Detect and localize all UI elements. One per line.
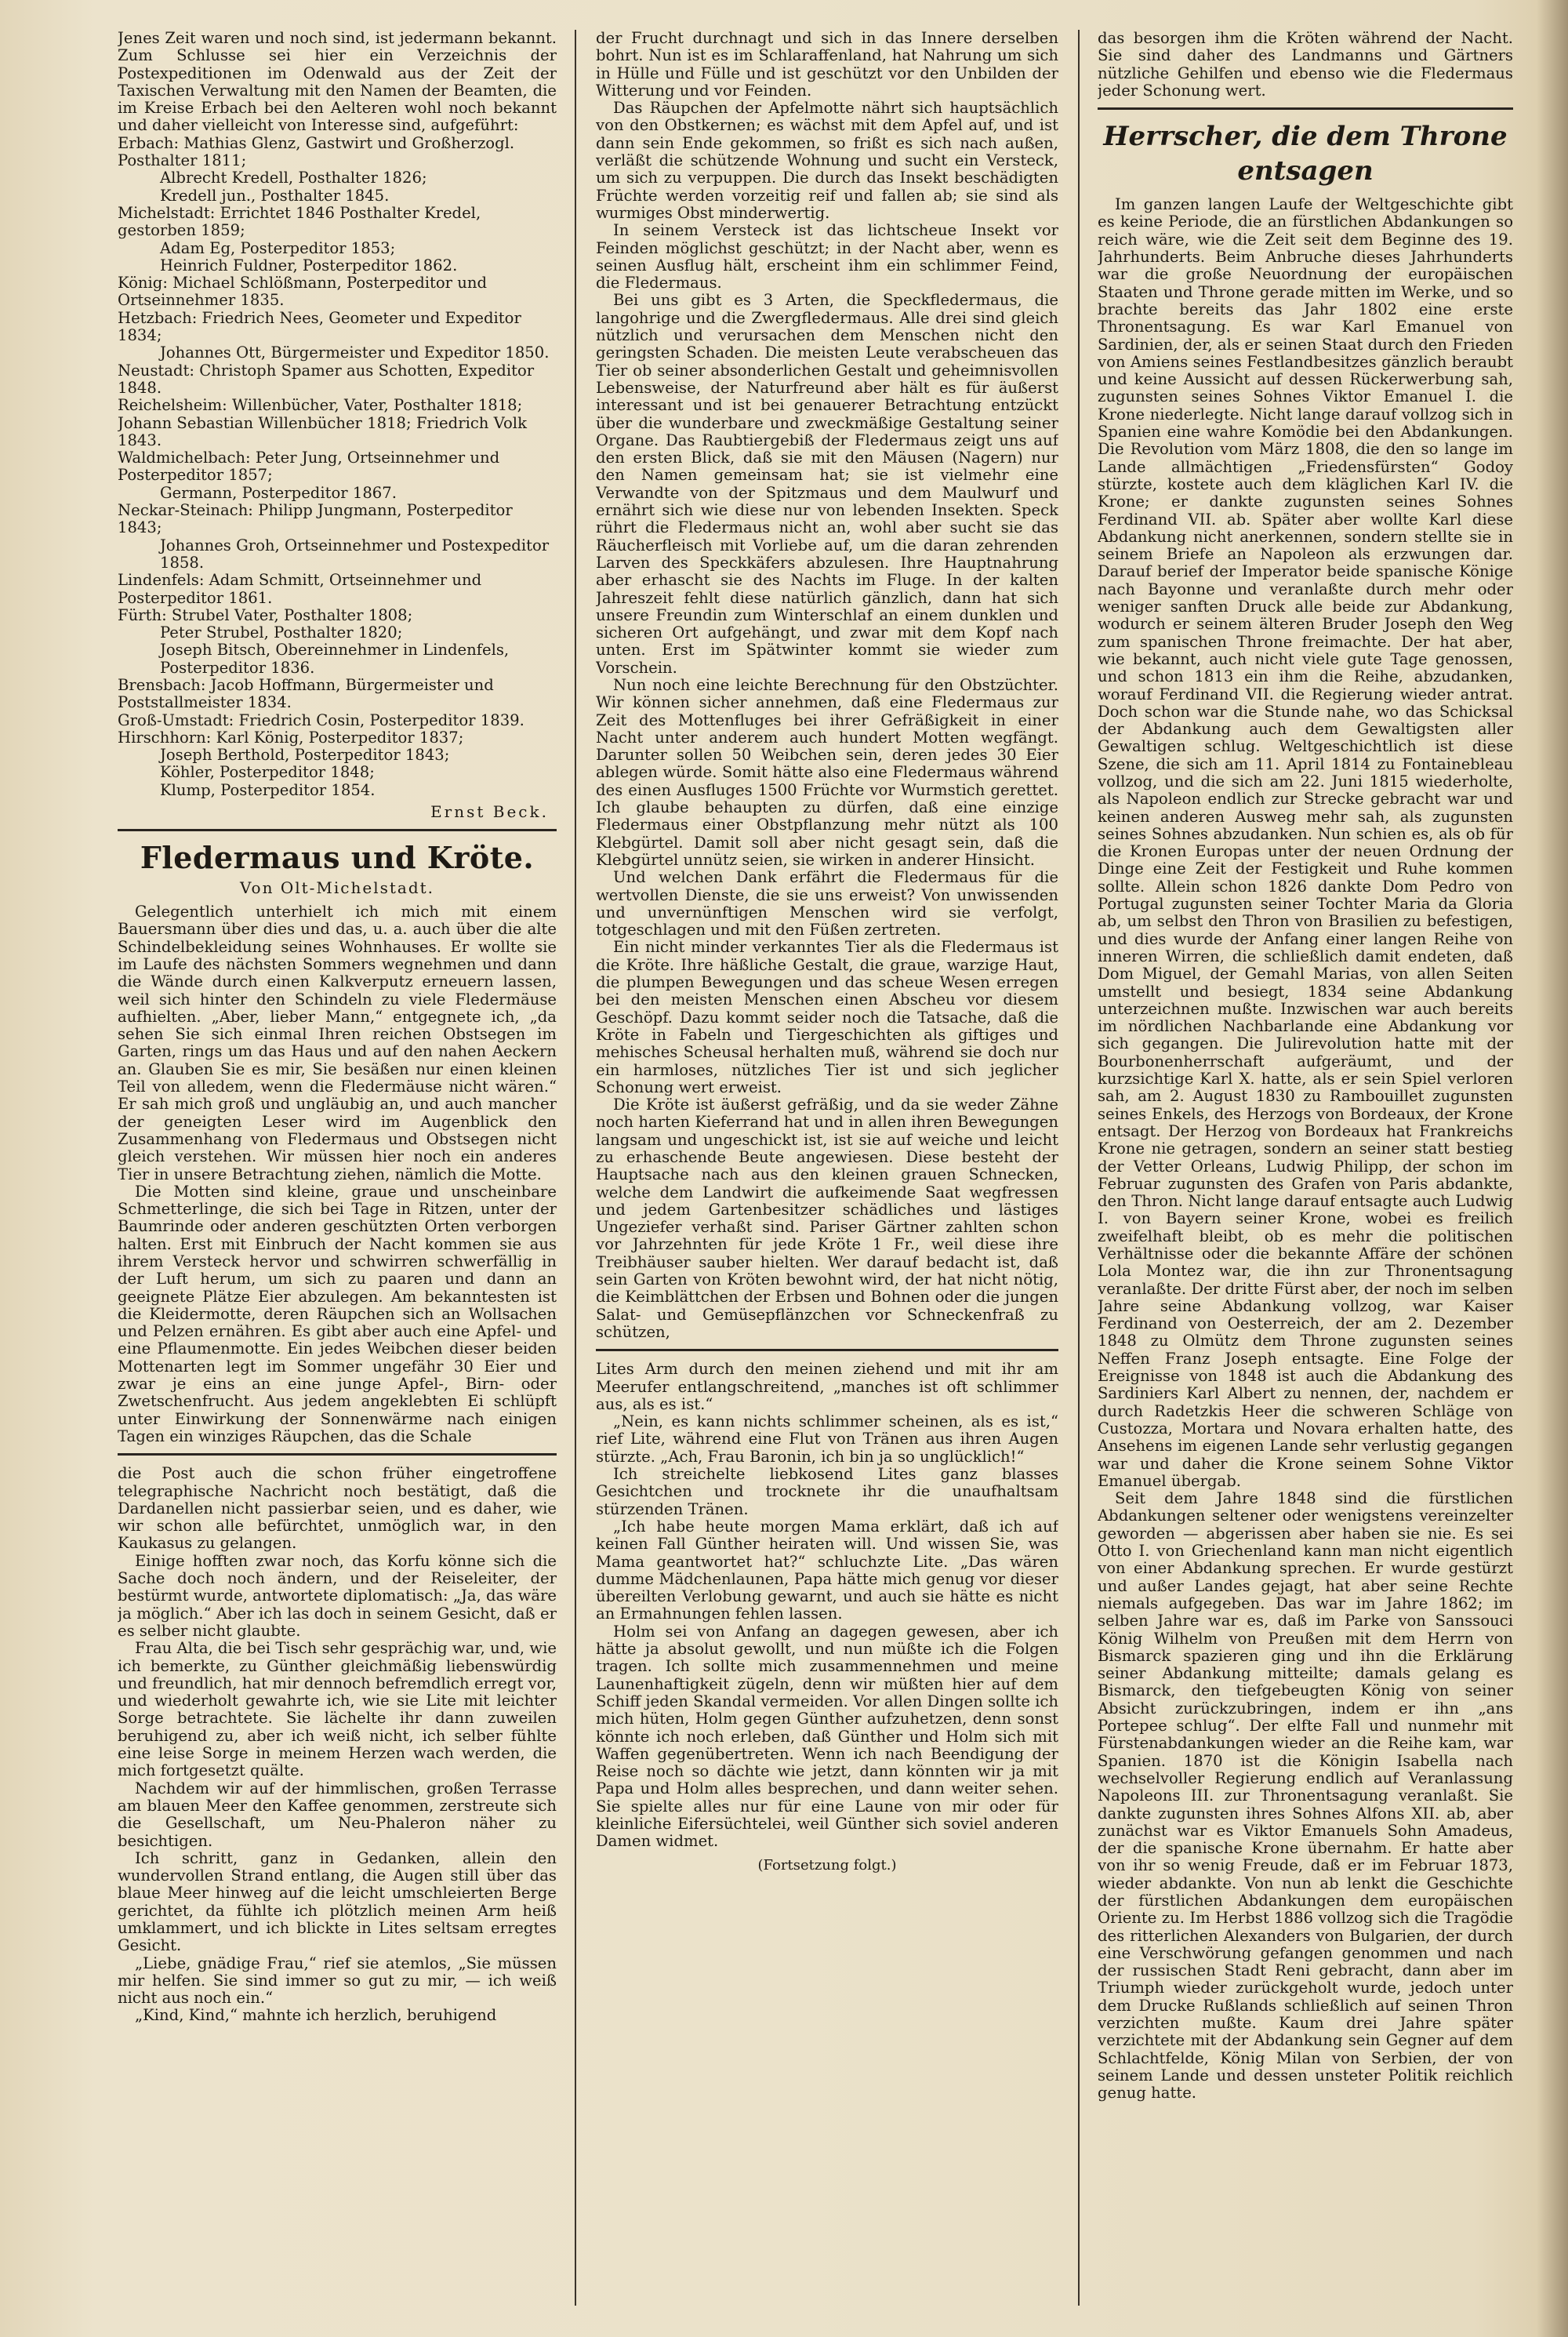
register-entry: Waldmichelbach: Peter Jung, Ortseinnehmer und Posterpeditor 1857; xyxy=(118,449,500,485)
column-3 xyxy=(1098,30,1513,2313)
author-signature: Ernst Beck. xyxy=(430,802,549,822)
serial-paragraph: die Post auch die schon früher eingetroffene telegraphische Nachricht noch bestätigt, daß die Dardanellen nicht passierbar seien, und es daher, wie wir schon alle befürchtet, unmöglich war, in den Kaukasus zu gelangen. xyxy=(118,1464,557,1553)
register-entry: König: Michael Schlößmann, Posterpeditor und Ortseinnehmer 1835. xyxy=(118,274,488,310)
serial-paragraph: Ich streichelte liebkosend Lites ganz blasses Gesichtchen und trocknete ihr die unaufhaltsam stürzenden Tränen. xyxy=(596,1465,1058,1518)
register-entry: Hetzbach: Friedrich Nees, Geometer und Expeditor 1834; xyxy=(118,308,521,345)
register-entry: Klump, Posterpeditor 1854. xyxy=(160,780,376,799)
column-2 xyxy=(596,30,1058,2313)
register-entry: Neustadt: Christoph Spamer aus Schotten, Expeditor 1848. xyxy=(118,361,535,397)
intro-paragraph: Jenes Zeit waren und noch sind, ist jedermann bekannt. Zum Schlusse sei hier ein Verzeichnis der Postexpeditionen im Odenwald aus der Zeit der Taxischen Verwaltung mit den Namen der Beamten, die im Kreise Erbach bei den Aelteren wohl noch bekannt und daher vielleicht von Interesse sind, aufgeführt: xyxy=(118,30,557,135)
article-paragraph: In seinem Versteck ist das lichtscheue Insekt vor Feinden möglichst geschützt; in der Nacht aber, wenn es seinen Ausflug hält, erscheint ihm ein schlimmer Feind, die Fledermaus. xyxy=(596,221,1058,293)
article-paragraph: Gelegentlich unterhielt ich mich mit einem Bauersmann über dies und das, u. a. auch über die alte Schindelbekleidung seines Wohnhauses. Er wollte sie im Laufe des nächsten Sommers wegnehmen und dann die Wände durch einen Kalkverputz erneuern lassen, weil sich hinter den Schindeln zu viele Fledermäuse aufhielten. „Aber, lieber Mann,“ entgegnete ich, „da sehen Sie sich einmal Ihren reichen Obstsegen im Garten, rings um das Haus und auf den nahen Aeckern an. Glauben Sie es mir, Sie besäßen nur einen kleinen Teil von alledem, wenn die Fledermäuse nicht wären.“ Er sah mich groß und ungläubig an, und auch mancher der geneigten Leser wird im Augenblick den Zusammenhang von Fledermaus und Obstsegen nicht gleich verstehen. Wir müssen hier noch ein anderes Tier in unsere Betrachtung ziehen, nämlich die Motte. xyxy=(118,903,557,1183)
article-paragraph: Die Motten sind kleine, graue und unscheinbare Schmetterlinge, die sich bei Tage in Ritzen, unter der Baumrinde oder anderen geschützten Orten verborgen halten. Erst mit Einbruch der Nacht kommen sie aus ihrem Versteck hervor und schwirren schwerfällig in der Luft herum, um sich zu paaren und dann an geeignete Plätze Eier abzulegen. Am bekanntesten ist die Kleidermotte, deren Räupchen sich an Wollsachen und Pelzen ernähren. Es gibt aber auch eine Apfel- und eine Pflaumenmotte. Ein jedes Weibchen dieser beiden Mottenarten legt im Sommer ungefähr 30 Eier und zwar je eins an eine junge Apfel-, Birn- oder Zwetschenfrucht. Aus jedem angeklebten Ei schlüpft unter Einwirkung der Sonnenwärme nach einigen Tagen ein winziges Räupchen, das die Schale xyxy=(118,1182,557,1445)
register-entry: Joseph Berthold, Posterpeditor 1843; xyxy=(160,746,450,765)
article-paragraph: Das Räupchen der Apfelmotte nährt sich hauptsächlich von den Obstkernen; es wächst mit dem Apfel auf, und ist dann sein Ende gekommen, so frißt es sich nach außen, verläßt die schützende Wohnung und sucht ein Versteck, um sich zu verpuppen. Die durch das Insekt beschädigten Früchte werden vorzeitig reif und fallen ab; sie sind als wurmiges Obst minderwertig. xyxy=(596,99,1058,222)
register-entry: Peter Strubel, Posthalter 1820; xyxy=(160,623,403,642)
serial-paragraph: Lites Arm durch den meinen ziehend und mit ihr am Meerufer entlangschreitend, „manches ist oft schlimmer aus, als es ist.“ xyxy=(596,1360,1058,1413)
register-entry: Albrecht Kredell, Posthalter 1826; xyxy=(160,169,427,187)
register-entry: Germann, Posterpeditor 1867. xyxy=(160,483,397,502)
register-entry: Erbach: Mathias Glenz, Gastwirt und Großherzogl. Posthalter 1811; xyxy=(118,133,515,170)
page-edge-shadow xyxy=(1537,0,1568,2337)
register-entry: Kredell jun., Posthalter 1845. xyxy=(160,186,390,205)
article-paragraph: der Frucht durchnagt und sich in das Innere derselben bohrt. Nun ist es im Schlaraffenland, hat Nahrung um sich in Hülle und Fülle und ist geschützt vor den Unbilden der Witterung und vor Feinden. xyxy=(596,30,1058,100)
register-entry: Adam Eg, Posterpeditor 1853; xyxy=(160,238,396,257)
serial-paragraph: „Kind, Kind,“ mahnte ich herzlich, beruhigend xyxy=(135,2006,497,2025)
serial-paragraph: „Liebe, gnädige Frau,“ rief sie atemlos, „Sie müssen mir helfen. Sie sind immer so gut zu mir, — ich weiß nicht aus noch ein.“ xyxy=(118,1954,557,2008)
article-paragraph: das besorgen ihm die Kröten während der Nacht. Sie sind daher des Landmanns und Gärtners nützliche Gehilfen und ebenso wie die Fledermaus jeder Schonung wert. xyxy=(1098,30,1513,100)
article-paragraph: Im ganzen langen Laufe der Weltgeschichte gibt es keine Periode, die an fürstlichen Abdankungen so reich wäre, wie die Zeit seit dem Beginne des 19. Jahrhunderts. Beim Anbruche dieses Jahrhunderts war die große Neuordnung der europäischen Staaten und Throne gerade mitten im Werke, und so brachte bereits das Jahr 1802 eine erste Thronentsagung. Es war Karl Emanuel von Sardinien, der, als er seinen Staat durch den Frieden von Amiens seines Festlandbesitzes gänzlich beraubt und keine Aussicht auf dessen Rückerwerbung sah, zugunsten seines Sohnes Viktor Emanuel I. die Krone niederlegte. Nicht lange darauf vollzog sich in Spanien eine wahre Komödie bei den Abdankungen. Die Revolution vom März 1808, die den so lange im Lande allmächtigen „Friedensfürsten“ Godoy stürzte, kostete auch dem kläglichen Karl IV. die Krone; er dankte zugunsten seines Sohnes Ferdinand VII. ab. Später aber wollte Karl diese Abdankung nicht anerkennen, sondern stellte sie in seinem Briefe an Napoleon als erzwungen dar. Darauf berief der Imperator beide spanische Könige nach Bayonne und veranlaßte durch mehr oder weniger sanften Druck alle beide zur Abdankung, wodurch er seinem älteren Bruder Joseph den Weg zum spanischen Throne freimachte. Der hat aber, wie bekannt, auch nicht viele gute Tage genossen, und schon 1813 ein ihm die Reihe, abzudanken, worauf Ferdinand VII. die Regierung wieder antrat. Doch schon war die Stunde nahe, wo das Schicksal der Abdankung auch dem Gewaltigsten aller Gewaltigen schlug. Weltgeschichtlich ist diese Szene, die sich am 11. April 1814 zu Fontainebleau vollzog, und die sich am 22. Juni 1815 wiederholte, als Napoleon endlich zur Strecke gebracht war und keinen anderen Ausweg mehr sah, als zugunsten seines Sohnes abzudanken. Nun schien es, als ob für die Kronen Europas unter der neuen Ordnung der Dinge eine Zeit der Festigkeit und Ruhe kommen sollte. Allein schon 1826 dankte Dom Pedro von Portugal zugunsten seiner Tochter Maria da Gloria ab, um selbst den Thron von Brasilien zu befestigen, und dies wurde der Anfang einer langen Reihe von inneren Wirren, die schließlich damit endeten, daß Dom Miguel, der Gemahl Marias, von allen Seiten umstellt und besiegt, 1834 seine Abdankung unterzeichnen mußte. Inzwischen war auch bereits im nördlichen Nachbarlande eine Abdankung vor sich gegangen. Die Julirevolution hatte mit der Bourbonenherrschaft aufgeräumt, und der kurzsichtige Karl X. hatte, als er sein Spiel verloren sah, am 2. August 1830 zu Rambouillet zugunsten seines Enkels, des Herzogs von Bordeaux, der Krone entsagt. Der Herzog von Bordeaux hat Frankreichs Krone nie getragen, sondern an seiner statt bestieg der Vetter Orleans, Ludwig Philipp, der schon im Februar zugunsten des Grafen von Paris abdankte, den Thron. Nicht lange darauf entsagte auch Ludwig I. von Bayern seiner Krone, wobei es freilich zweifelhaft bleibt, ob es mehr die politischen Verhältnisse oder die bekannte Affäre der schönen Lola Montez war, die ihn zur Thronentsagung veranlaßte. Der dritte Fürst aber, der noch im selben Jahre seine Abdankung vollzog, war Kaiser Ferdinand von Oesterreich, der am 2. Dezember 1848 zu Olmütz dem Throne zugunsten seines Neffen Franz Joseph entsagte. Eine Folge der Ereignisse von 1848 ist auch die Abdankung des Sardiniers Karl Albert zu nennen, der, nachdem er durch Radetzkis Heer die schweren Schläge von Custozza, Mortara und Novara erhalten hatte, des Ansehens im eigenen Lande sehr verlustig gegangen war und daher die Krone seinem Sohne Viktor Emanuel übergab. xyxy=(1098,195,1513,1490)
article-paragraph: Seit dem Jahre 1848 sind die fürstlichen Abdankungen seltener oder wenigstens vereinzelter geworden — abgerissen aber haben sie nie. Es sei Otto I. von Griechenland kann man nicht eigentlich von einer Abdankung sprechen. Er wurde gestürzt und außer Landes gejagt, hat aber seine Rechte niemals aufgegeben. Das war im Jahre 1862; im selben Jahre war es, daß im Parke von Sanssouci König Wilhelm von Preußen mit dem Herrn von Bismarck spazieren ging und ihn die Erklärung seiner Abdankung mitteilte; damals gelang es Bismarck, den tiefgebeugten König von seiner Absicht zurückzubringen, indem er ihn „ans Portepee schlug“. Der elfte Fall und nunmehr mit Fürstenabdankungen wieder an die Reihe kam, war Spanien. 1870 ist die Königin Isabella nach wechselvoller Regierung endlich auf Veranlassung Napoleons III. zur Thronentsagung veranlaßt. Sie dankte zugunsten ihres Sohnes Alfons XII. ab, aber zunächst war es Viktor Emanuels Sohn Amadeus, der die spanische Krone übernahm. Er hatte aber von ihr so wenig Freude, daß er im Februar 1873, wieder abdankte. Von nun ab lenkt die Geschichte der fürstlichen Abdankungen dem europäischen Oriente zu. Im Herbst 1886 vollzog sich die Tragödie des ritterlichen Alexanders von Bulgarien, der durch eine Verschwörung gefangen genommen und nach der russischen Stadt Reni gebracht, dann aber im Triumph wieder zurückgeholt wurde, jedoch unter dem Drucke Rußlands schließlich auf seinen Thron verzichten mußte. Kaum drei Jahre später verzichtete mit der Abdankung sein Gegner auf dem Schlachtfelde, König Milan von Serbien, der von seinem Lande und dessen unsteter Politik reichlich genug hatte. xyxy=(1098,1489,1513,2103)
continued-note: (Fortsetzung folgt.) xyxy=(757,1856,897,1874)
column-1 xyxy=(118,30,557,2313)
register-entry: Michelstadt: Errichtet 1846 Posthalter Kredel, gestorben 1859; xyxy=(118,203,481,240)
article-paragraph: Und welchen Dank erfährt die Fledermaus für die wertvollen Dienste, die sie uns erweist? Von unwissenden und unvernünftigen Menschen wird sie verfolgt, totgeschlagen und mit den Füßen zertreten. xyxy=(596,868,1058,940)
article-title: Fledermaus und Kröte. xyxy=(140,840,535,876)
register-entry: Johannes Ott, Bürgermeister und Expeditor 1850. xyxy=(160,343,550,362)
article-paragraph: Nun noch eine leichte Berechnung für den Obstzüchter. Wir können sicher annehmen, daß eine Fledermaus zur Zeit des Mottenfluges bei ihrer Gefräßigkeit in einer Nacht unter anderem auch hundert Motten wegfängt. Darunter sollen 50 Weibchen sein, deren jedes 30 Eier ablegen würde. Somit hätte also eine Fledermaus während des einen Ausfluges 1500 Früchte vor Wurmstich gerettet. Ich glaube behaupten zu dürfen, daß eine einzige Fledermaus einer Obstpflanzung mehr nützt als 100 Klebgürtel. Damit soll aber nicht gesagt sein, daß die Klebgürtel unnütz seien, sie wirken in anderer Hinsicht. xyxy=(596,675,1058,869)
register-entry: Lindenfels: Adam Schmitt, Ortseinnehmer und Posterpeditor 1861. xyxy=(118,571,482,607)
serial-paragraph: Nachdem wir auf der himmlischen, großen Terrasse am blauen Meer den Kaffee genommen, zerstreute sich die Gesellschaft, um Neu-Phaleron näher zu besichtigen. xyxy=(118,1779,557,1850)
article-paragraph: Bei uns gibt es 3 Arten, die Speckfledermaus, die langohrige und die Zwergfledermaus. Alle drei sind gleich nützlich und verursachen dem Menschen nicht den geringsten Schaden. Die meisten Leute verabscheuen das Tier ob seiner absonderlichen Gestalt und geheimnisvollen Lebensweise, der Naturfreund aber hält es für äußerst interessant und ist bei genauerer Betrachtung entzückt über die wunderbare und zweckmäßige Gestaltung seiner Organe. Das Raubtiergebiß der Fledermaus zeigt uns auf den ersten Blick, daß sie mit den Mäusen (Nagern) nur den Namen gemeinsam hat; sie ist vielmehr eine Verwandte von der Spitzmaus und dem Maulwurf und ernährt sich wie diese nur von lebenden Insekten. Speck rührt die Fledermaus nicht an, wohl aber sucht sie das Räucherfleisch mit Vorliebe auf, um die daran zehrenden Larven des Speckkäfers abzulesen. Ihre Hauptnahrung aber erhascht sie des Nachts im Fluge. In der kalten Jahreszeit fehlt diese natürlich gänzlich, dann hat sich unsere Freundin zum Winterschlaf an einem dunklen und sicheren Ort aufgehängt, und zwar mit dem Kopf nach unten. Erst im Spätwinter kommt sie wieder zum Vorschein. xyxy=(596,291,1058,677)
serial-paragraph: Einige hofften zwar noch, das Korfu könne sich die Sache doch noch ändern, und der Reiseleiter, der bestürmt wurde, antwortete diplomatisch: „Ja, das wäre ja möglich.“ Aber ich las doch in seinem Gesicht, daß er es selber nicht glaubte. xyxy=(118,1551,557,1640)
register-entry: Neckar-Steinach: Philipp Jungmann, Posterpeditor 1843; xyxy=(118,501,513,537)
register-entry: Joseph Bitsch, Obereinnehmer in Lindenfels, Posterpeditor 1836. xyxy=(160,641,510,677)
register-entry: Reichelsheim: Willenbücher, Vater, Posthalter 1818; Johann Sebastian Willenbücher 1818; Friedrich Volk 1843. xyxy=(118,396,527,449)
serial-paragraph: Ich schritt, ganz in Gedanken, allein den wundervollen Strand entlang, die Augen still über das blaue Meer hinweg auf die leicht umschleierten Berge gerichtet, da fühlte ich plötzlich meinen Arm heiß umklammert, und ich blickte in Lites seltsam erregtes Gesicht. xyxy=(118,1848,557,1955)
section-rule xyxy=(596,1349,1058,1351)
serial-paragraph: Frau Alta, die bei Tisch sehr gesprächig war, und, wie ich bemerkte, zu Günther gleichmäßig liebenswürdig und freundlich, hat mir dennoch befremdlich erregt vor, und wiederholt gewahrte ich, wie sie Lite mit leichter Sorge betrachtete. Sie lächelte ihr dann zuweilen beruhigend zu, aber ich weiß nicht, ich selber fühlte eine leise Sorge in meinem Herzen wach werden, die mich fortgesetzt quälte. xyxy=(118,1639,557,1780)
article-title: Herrscher, die dem Throne entsagen xyxy=(1103,121,1508,187)
register-entry: Brensbach: Jacob Hoffmann, Bürgermeister und Poststallmeister 1834. xyxy=(118,675,494,712)
register-entry: Heinrich Fuldner, Posterpeditor 1862. xyxy=(160,256,458,274)
section-rule xyxy=(1098,107,1513,110)
column-rule xyxy=(1078,30,1080,2306)
register-entry: Hirschhorn: Karl König, Posterpeditor 1837; xyxy=(118,728,464,747)
article-paragraph: Ein nicht minder verkanntes Tier als die Fledermaus ist die Kröte. Ihre häßliche Gestalt, die graue, warzige Haut, die plumpen Bewegungen und das scheue Wesen erregen bei den meisten Menschen einen Abscheu vor diesem Geschöpf. Dazu kommt seider noch die Tatsache, daß die Kröte in Fabeln und Tiergeschichten als giftiges und mehisches Scheusal herhalten muß, während sie doch nur ein harmloses, nützliches Tier ist und sich jeglicher Schonung wert erweist. xyxy=(596,938,1058,1096)
serial-paragraph: „Nein, es kann nichts schlimmer scheinen, als es ist,“ rief Lite, während eine Flut von Tränen aus ihren Augen stürzte. „Ach, Frau Baronin, ich bin ja so unglücklich!“ xyxy=(596,1412,1058,1466)
register-entry: Johannes Groh, Ortseinnehmer und Postexpeditor 1858. xyxy=(160,536,550,572)
serial-paragraph: „Ich habe heute morgen Mama erklärt, daß ich auf keinen Fall Günther heiraten will. Und wissen Sie, was Mama geantwortet hat?“ schluchzte Lite. „Das wären dumme Mädchenlaunen, Papa hätte mich genug vor dieser übereilten Verlobung gewarnt, und auch sie hätte es nicht an Ermahnungen fehlen lassen. xyxy=(596,1517,1058,1623)
serial-paragraph: Holm sei von Anfang an dagegen gewesen, aber ich hätte ja absolut gewollt, und nun müßte ich die Folgen tragen. Ich sollte mich zusammennehmen und meine Launenhaftigkeit zügeln, denn wir müßten hier auf dem Schiff jeden Skandal vermeiden. Vor allen Dingen sollte ich mich hüten, Holm gegen Günther aufzuhetzen, denn sonst könnte ich noch erleben, daß Günther und Holm sich mit Waffen gegenübertreten. Wenn ich nach Beendigung der Reise noch so dächte wie jetzt, dann könnten wir ja mit Papa und Holm alles besprechen, und dann weiter sehen. Sie spielte alles nur für eine Laune von mir oder für kleinliche Eifersüchtelei, weil Günther sich soviel anderen Damen widmet. xyxy=(596,1622,1058,1851)
register-entry: Groß-Umstadt: Friedrich Cosin, Posterpeditor 1839. xyxy=(118,711,524,729)
column-rule xyxy=(575,30,576,2306)
article-paragraph: Die Kröte ist äußerst gefräßig, und da sie weder Zähne noch harten Kieferrand hat und in allen ihren Bewegungen langsam und ungeschickt ist, ist sie auf weiche und leicht zu erhaschende Beute angewiesen. Diese besteht der Hauptsache nach aus den kleinen grauen Schnecken, welche dem Landwirt die aufkeimende Saat wegfressen und jedem Gartenbesitzer schädliches und lästiges Ungeziefer verhaßt sind. Pariser Gärtner zahlten schon vor Jahrzehnten für jede Kröte 1 Fr., weil diese ihre Treibhäuser sauber hielten. Wer darauf bedacht ist, daß sein Garten von Kröten bewohnt wird, der hat nicht nötig, die Keimblättchen der Erbsen und Bohnen oder die jungen Salat- und Gemüsepflänzchen vor Schneckenfraß zu schützen, xyxy=(596,1096,1058,1341)
section-rule xyxy=(118,829,557,831)
section-rule xyxy=(118,1453,557,1456)
article-byline: Von Olt-Michelstadt. xyxy=(239,878,435,898)
register-entry: Fürth: Strubel Vater, Posthalter 1808; xyxy=(118,605,413,624)
postal-register-list xyxy=(118,135,557,799)
register-entry: Köhler, Posterpeditor 1848; xyxy=(160,763,375,782)
